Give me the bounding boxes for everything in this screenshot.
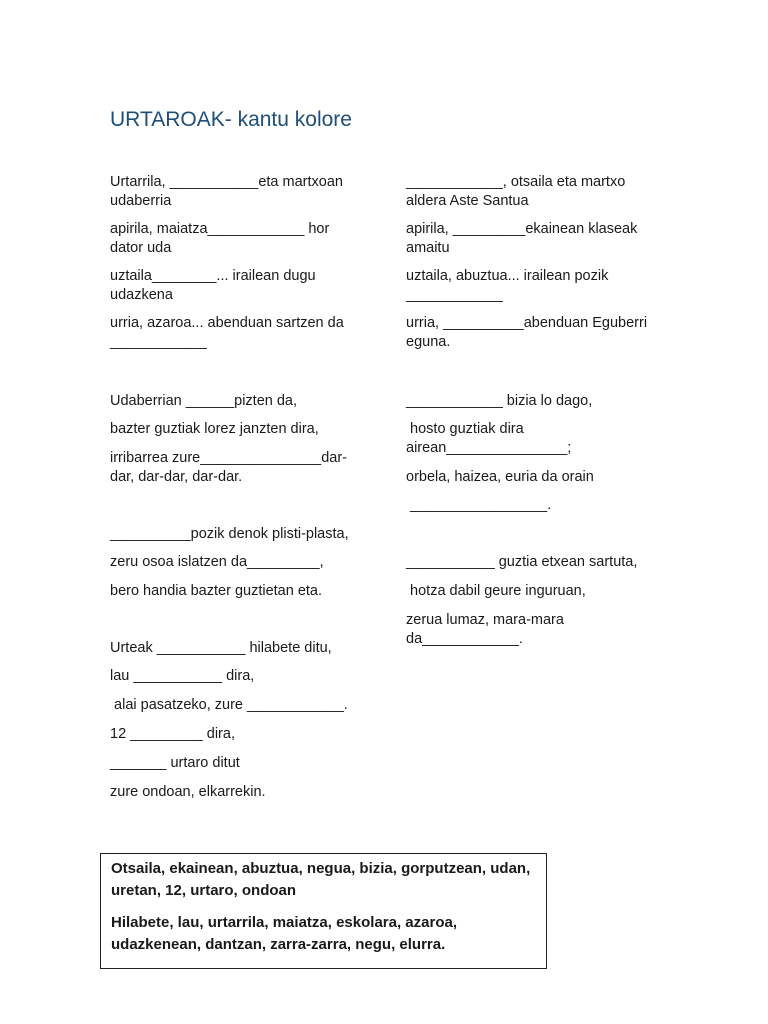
lyric-line: urria, azaroa... abenduan sartzen da ____________	[110, 315, 348, 350]
lyric-line: urria, __________abenduan Eguberri eguna.	[406, 315, 652, 350]
lyric-line: zure ondoan, elkarrekin.	[110, 784, 266, 800]
lyric-line: zerua lumaz, mara-mara da____________.	[406, 612, 568, 647]
lyric-line: Udaberrian ______pizten da,	[110, 393, 298, 409]
lyric-line: ____________, otsaila eta martxo aldera Aste Santua	[406, 174, 630, 209]
lyric-line: 12 _________ dira,	[110, 726, 235, 742]
lyric-line: alai pasatzeko, zure ____________.	[110, 697, 348, 713]
lyric-line: ____________ bizia lo dago,	[406, 393, 593, 409]
word-bank-line: Hilabete, lau, urtarrila, maiatza, eskolara, azaroa, udazkenean, dantzan, zarra-zarra, negu, elurra.	[111, 914, 457, 953]
lyric-line: _______ urtaro ditut	[110, 755, 240, 771]
lyric-line: orbela, haizea, euria da orain	[406, 469, 594, 485]
word-bank-line: Otsaila, ekainean, abuztua, negua, bizia, gorputzean, udan, uretan, 12, urtaro, ondoan	[111, 860, 531, 899]
page-title: URTAROAK- kantu kolore	[110, 108, 352, 131]
lyric-line: Urtarrila, ___________eta martxoan udaberria	[110, 174, 347, 209]
lyric-line: __________pozik denok plisti-plasta,	[110, 526, 349, 542]
lyric-line: bazter guztiak lorez janzten dira,	[110, 421, 319, 437]
lyric-line: apirila, _________ekainean klaseak amaitu	[406, 221, 642, 256]
lyric-line: hotza dabil geure inguruan,	[406, 583, 586, 599]
lyric-line: hosto guztiak dira airean_______________;	[406, 421, 572, 456]
word-bank-box	[100, 853, 547, 969]
lyric-line: irribarrea zure_______________dar-dar, dar-dar, dar-dar.	[110, 450, 347, 485]
lyric-line: zeru osoa islatzen da_________,	[110, 554, 324, 570]
lyric-line: uztaila, abuztua... irailean pozik ____________	[406, 268, 613, 303]
lyric-line: ___________ guztia etxean sartuta,	[406, 554, 638, 570]
lyric-line: uztaila________... irailean dugu udazkena	[110, 268, 320, 303]
lyric-line: apirila, maiatza____________ hor dator uda	[110, 221, 334, 256]
lyric-line: bero handia bazter guztietan eta.	[110, 583, 323, 599]
lyric-line: _________________.	[406, 497, 552, 513]
lyric-line: Urteak ___________ hilabete ditu,	[110, 640, 332, 656]
lyric-line: lau ___________ dira,	[110, 668, 255, 684]
